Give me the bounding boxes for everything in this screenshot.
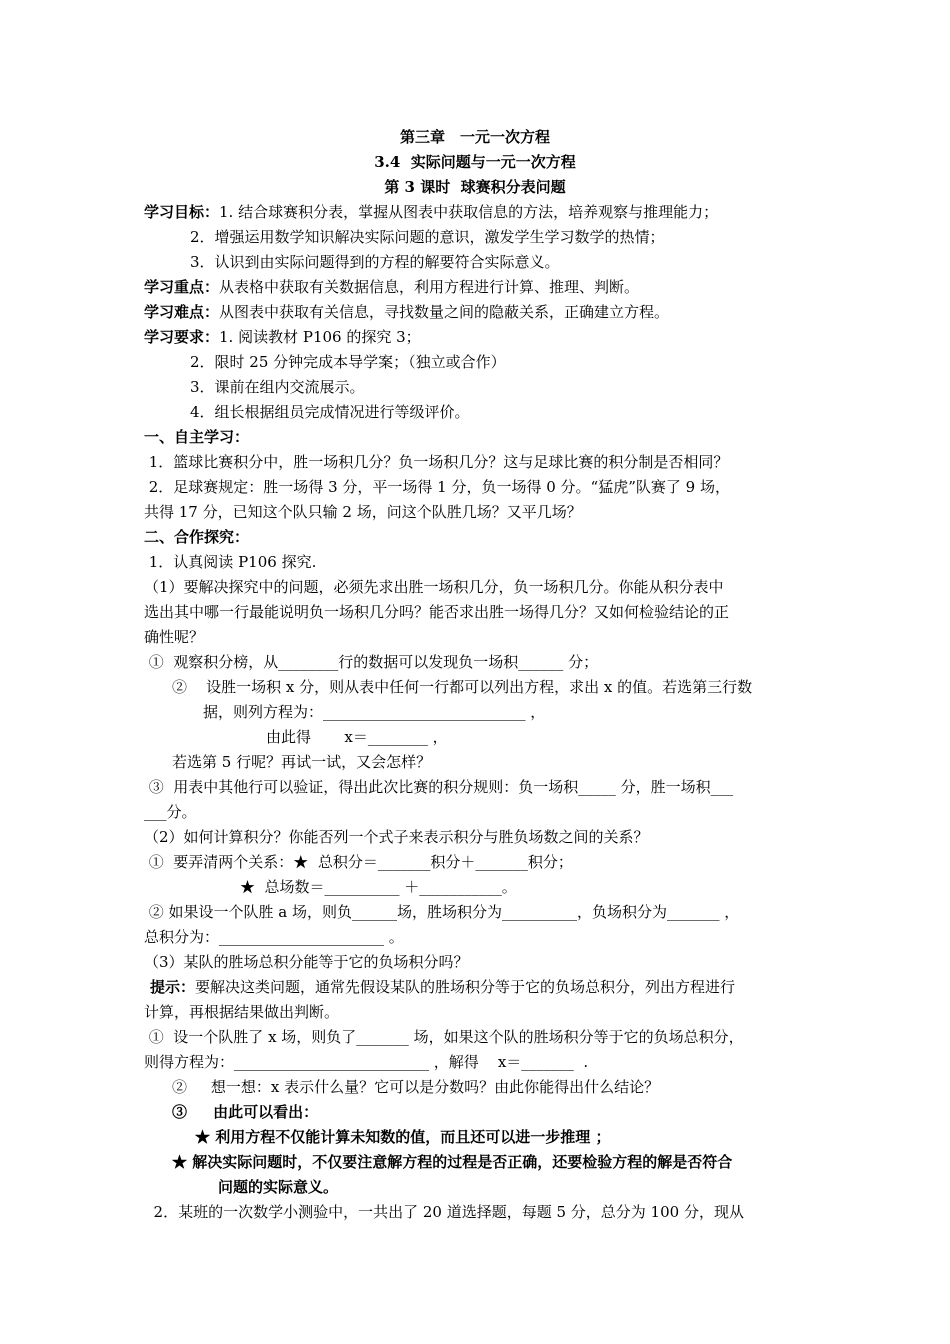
lesson-title: 第 3 课时 球赛积分表问题 [384, 178, 566, 196]
part2-s2: （2）如何计算积分？你能否列一个式子来表示积分与胜负场数之间的关系？ [144, 828, 649, 846]
key-point-label: 学习重点： [144, 278, 220, 296]
hint-line-2: 计算，再根据结果做出判断。 [144, 1003, 340, 1021]
conclusion-2-line-2: 问题的实际意义。 [218, 1178, 339, 1196]
part2-s3-b: ② 想一想：x 表示什么量？它可以是分数吗？由此你能得出什么结论？ [172, 1078, 660, 1096]
difficulty [144, 302, 669, 322]
goal-item-1: 1. 结合球赛积分表，掌握从图表中获取信息的方法，培养观察与推理能力； [219, 203, 719, 221]
hint-line-1 [150, 977, 735, 997]
key-point-text: 从表格中获取有关数据信息，利用方程进行计算、推理、判断。 [219, 278, 640, 296]
conclusion-2-line-1: ★ 解决实际问题时，不仅要注意解方程的过程是否正确，还要检验方程的解是否符合 [172, 1153, 733, 1171]
requirements-label: 学习要求： [144, 328, 220, 346]
part2-heading: 二、合作探究： [144, 528, 250, 546]
part1-question-2-line-2: 共得 17 分，已知这个队只输 2 场，问这个队胜几场？又平几场？ [144, 503, 582, 521]
part2-s2-b-line-2: 总积分为：______________________ 。 [144, 928, 404, 946]
part2-s1-a: ① 观察积分榜，从________行的数据可以发现负一场积______ 分； [144, 653, 599, 671]
part2-s1-b-line-4: 若选第 5 行呢？再试一试，又会怎样？ [172, 753, 432, 771]
part2-s1-line-1: （1）要解决探究中的问题，必须先求出胜一场积几分，负一场积几分。你能从积分表中 [144, 578, 724, 596]
requirement-item-2: 2．限时 25 分钟完成本导学案；（独立或合作） [190, 353, 506, 371]
difficulty-text: 从图表中获取有关信息，寻找数量之间的隐蔽关系，正确建立方程。 [219, 303, 670, 321]
part2-s1-line-2: 选出其中哪一行最能说明负一场积几分吗？能否求出胜一场得几分？又如何检验结论的正 [144, 603, 730, 621]
part2-s1-c-line-2: ___分。 [144, 803, 197, 821]
part1-heading: 一、自主学习： [144, 428, 250, 446]
part2-s1-b-line-1: ② 设胜一场积 x 分，则从表中任何一行都可以列出方程，求出 x 的值。若选第三行数 [172, 678, 753, 696]
hint-label: 提示： [150, 978, 196, 996]
part2-s1-b-line-2: 据，则列方程为：___________________________ ， [203, 703, 546, 721]
part1-question-2-line-1: 2．足球赛规定：胜一场得 3 分，平一场得 1 分，负一场得 0 分。“猛虎”队赛了 9 场， [144, 478, 730, 496]
section-title: 3.4 实际问题与一元一次方程 [374, 153, 576, 171]
requirement-item-4: 4．组长根据组员完成情况进行等级评价。 [190, 403, 470, 421]
part2-s1-b-line-3: 由此得 x＝________ ， [266, 728, 448, 746]
chapter-title: 第三章 一元一次方程 [399, 128, 550, 146]
part2-s1-c-line-1: ③ 用表中其他行可以验证，得出此次比赛的积分规则：负一场积_____ 分，胜一场积___ [144, 778, 734, 796]
requirement-item-3: 3．课前在组内交流展示。 [190, 378, 365, 396]
part2-s3-a-line-1: ① 设一个队胜了 x 场，则负了_______ 场，如果这个队的胜场积分等于它的负场总积分， [144, 1028, 744, 1046]
part2-s3-a-line-2: 则得方程为：__________________________ ，解得 x＝_______ . [144, 1053, 589, 1071]
goal-item-2: 2．增强运用数学知识解决实际问题的意识，激发学生学习数学的热情； [190, 228, 665, 246]
hint-text: 要解决这类问题，通常先假设某队的胜场积分等于它的负场总积分，列出方程进行 [195, 978, 736, 996]
part2-s3-c: ③ 由此可以看出： [172, 1103, 319, 1121]
conclusion-1: ★ 利用方程不仅能计算未知数的值，而且还可以进一步推理 ； [195, 1128, 611, 1146]
requirements-line-1 [144, 327, 421, 347]
part2-s2-b-line-1: ② 如果设一个队胜 a 场，则负______场，胜场积分为__________，负场积分为_______ ， [144, 903, 740, 921]
requirement-item-1: 1. 阅读教材 P106 的探究 3； [219, 328, 421, 346]
part2-s2-a2: ★ 总场数＝__________ ＋___________。 [240, 878, 517, 896]
goals-line-1 [144, 202, 718, 222]
part1-question-1: 1．篮球比赛积分中，胜一场积几分？负一场积几分？这与足球比赛的积分制是否相同？ [144, 453, 729, 471]
difficulty-label: 学习难点： [144, 303, 220, 321]
key-point [144, 277, 639, 297]
goal-item-3: 3．认识到由实际问题得到的方程的解要符合实际意义。 [190, 253, 560, 271]
part2-read: 1．认真阅读 P106 探究. [144, 553, 317, 571]
part2-question-2-line-1: 2．某班的一次数学小测验中，一共出了 20 道选择题，每题 5 分，总分为 100 分，现从 [144, 1203, 744, 1221]
part2-s1-line-3: 确性呢？ [144, 628, 205, 646]
goals-label: 学习目标： [144, 203, 220, 221]
part2-s2-a: ① 要弄清两个关系：★ 总积分＝_______积分＋_______积分； [144, 853, 573, 871]
part2-s3: （3）某队的胜场总积分能等于它的负场积分吗？ [144, 953, 469, 971]
